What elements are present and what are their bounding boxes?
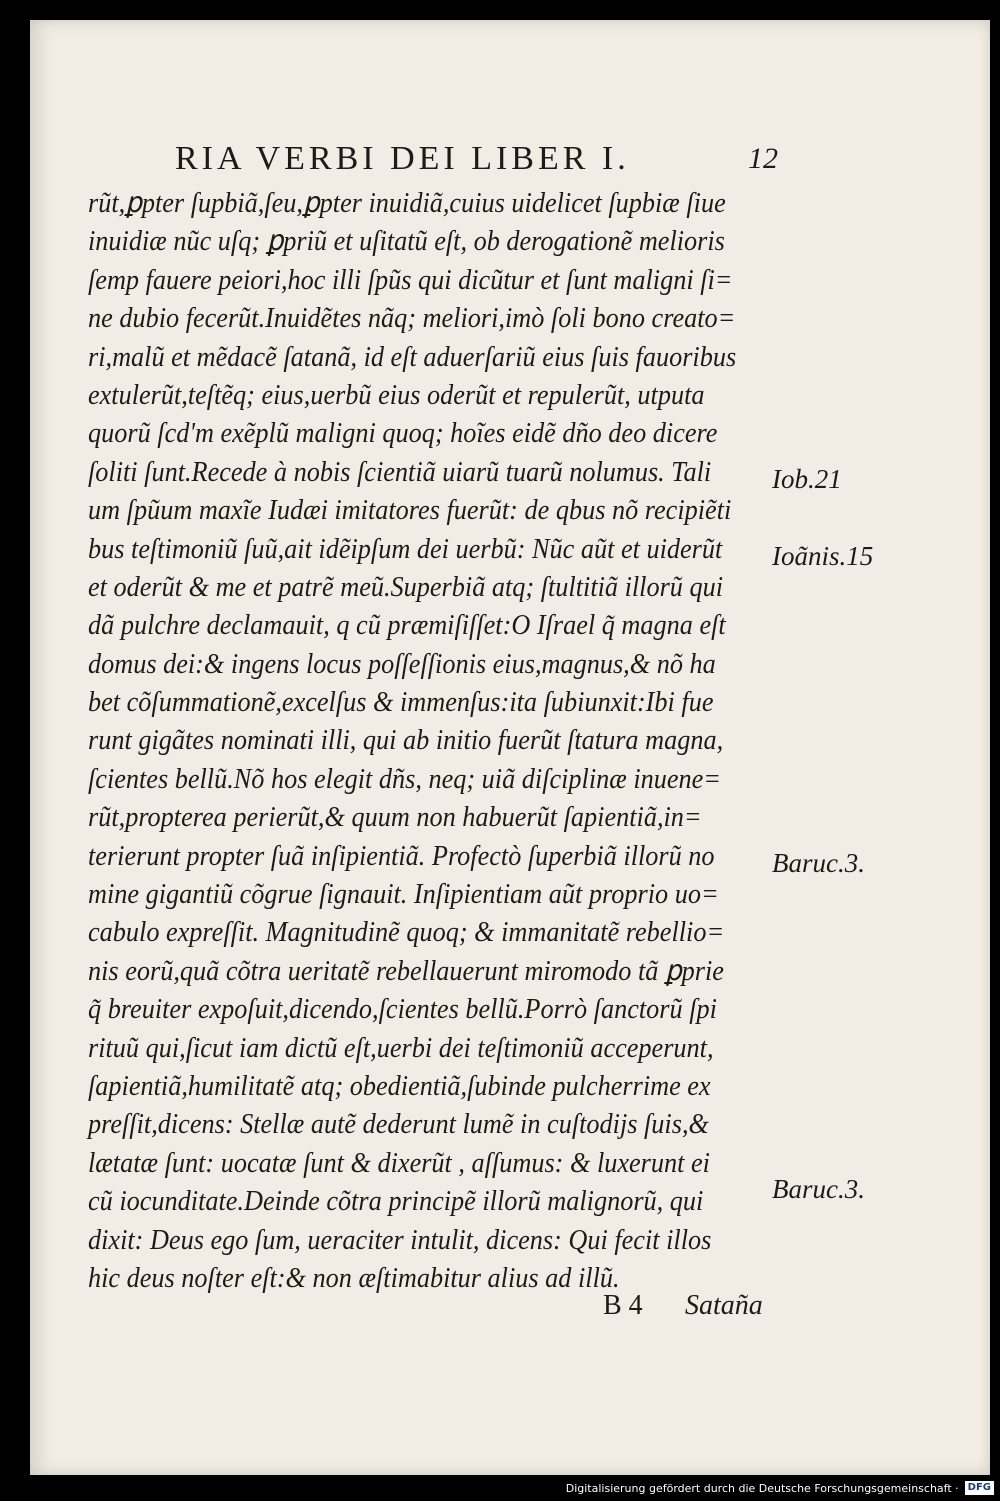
text-line: runt gigãtes nominati illi, qui ab initio fuerũt ſtatura magna, — [88, 725, 724, 757]
text-line: et oderũt & me et patrẽ meũ.Superbiã atq; ſtultitiã illorũ qui — [88, 571, 724, 603]
margin-note-ioannis: Ioãnis.15 — [772, 541, 874, 571]
text-line: rũt,ꝑpter ſupbiã,ſeu,ꝑpter inuidiã,cuius uidelicet ſupbiæ ſiue — [88, 188, 726, 219]
running-title: RIA VERBI DEI LIBER I. — [175, 140, 630, 177]
dfg-logo: DFG — [965, 1481, 994, 1495]
text-line: bus teſtimoniũ ſuũ,ait idẽipſum dei uerbũ: Nũc aũt et uiderũt — [88, 533, 723, 565]
text-line: domus dei:& ingens locus poſſeſſionis eius,magnus,& nõ ha — [88, 648, 716, 680]
text-line: nis eorũ,quã cõtra ueritatẽ rebellauerunt miromodo tã ꝑprie — [88, 955, 724, 987]
text-line: cabulo expreſſit. Magnitudinẽ quoq; & immanitatẽ rebellio= — [88, 917, 725, 949]
text-line: ſcientes bellũ.Nõ hos elegit dñs, neq; uiã diſciplinæ inuene= — [88, 763, 722, 795]
text-line: inuidiæ nũc uſq; ꝑpriũ et uſitatũ eſt, ob derogationẽ melioris — [88, 226, 725, 258]
text-line: lætatæ ſunt: uocatæ ſunt & dixerũt , aſſumus: & luxerunt ei — [88, 1147, 710, 1179]
digitization-credit — [566, 1479, 994, 1497]
text-line: dixit: Deus ego ſum, ueraciter intulit, dicens: Qui fecit illos — [88, 1224, 712, 1256]
text-line: rituũ qui,ſicut iam dictũ eſt,uerbi dei teſtimoniũ acceperunt, — [88, 1032, 714, 1064]
credit-text: Digitalisierung gefördert durch die Deutsche Forschungsgemeinschaft · — [565, 1481, 959, 1495]
margin-note-baruc-2: Baruc.3. — [772, 1174, 865, 1204]
text-line: ſapientiã,humilitatẽ atq; obedientiã,ſubinde pulcherrime ex — [88, 1070, 711, 1102]
text-line: dã pulchre declamauit, q cũ præmiſiſſet:O Iſrael q̃ magna eſt — [88, 610, 726, 642]
text-line: ne dubio fecerũt.Inuidẽtes nãq; meliori,imò ſoli bono creato= — [88, 303, 736, 335]
signature-mark: B 4 — [603, 1290, 643, 1321]
text-line: ri,malũ et mẽdacẽ ſatanã, id eſt aduerſariũ eius ſuis fauoribus — [88, 341, 737, 373]
catchword: Sataña — [685, 1290, 763, 1321]
text-line: um ſpũum maxĩe Iudæi imitatores fuerũt: de qbus nõ recipiẽti — [88, 495, 732, 527]
book-page — [30, 20, 990, 1475]
text-line: cũ iocunditate.Deinde cõtra principẽ illorũ malignorũ, qui — [88, 1186, 704, 1218]
text-line: rũt,propterea perierũt,& quum non habuerũt ſapientiã,in= — [88, 802, 702, 834]
text-line: ſemp fauere peiori,hoc illi ſpũs qui dicũtur et ſunt maligni ſi= — [88, 264, 733, 296]
page-number: 12 — [748, 142, 778, 175]
text-line: mine gigantiũ cõgrue ſignauit. Inſipientiam aũt proprio uo= — [88, 879, 719, 911]
text-line: quorũ ſcd'm exẽplũ maligni quoq; hoĩes eidẽ dño deo dicere — [88, 418, 718, 450]
text-line: extulerũt,teſtẽq; eius,uerbũ eius oderũt et repulerũt, utputa — [88, 379, 705, 411]
text-line: preſſit,dicens: Stellæ autẽ dederunt lumẽ in cuſtodijs ſuis,& — [88, 1109, 709, 1141]
text-line: ſoliti ſunt.Recede à nobis ſcientiã uiarũ tuarũ nolumus. Tali — [88, 456, 712, 488]
text-line: q̃ breuiter expoſuit,dicendo,ſcientes bellũ.Porrò ſanctorũ ſpi — [88, 994, 717, 1026]
text-line: hic deus noſter eſt:& non æſtimabitur alius ad illũ. — [88, 1262, 620, 1294]
margin-note-baruc-1: Baruc.3. — [772, 848, 865, 878]
main-text-block — [88, 185, 848, 1298]
text-line: terierunt propter ſuã inſipientiã. Profectò ſuperbiã illorũ no — [88, 840, 715, 872]
text-line: bet cõſummationẽ,excelſus & immenſus:ita ſubiunxit:Ibi fue — [88, 687, 714, 719]
margin-note-iob: Iob.21 — [772, 464, 842, 494]
